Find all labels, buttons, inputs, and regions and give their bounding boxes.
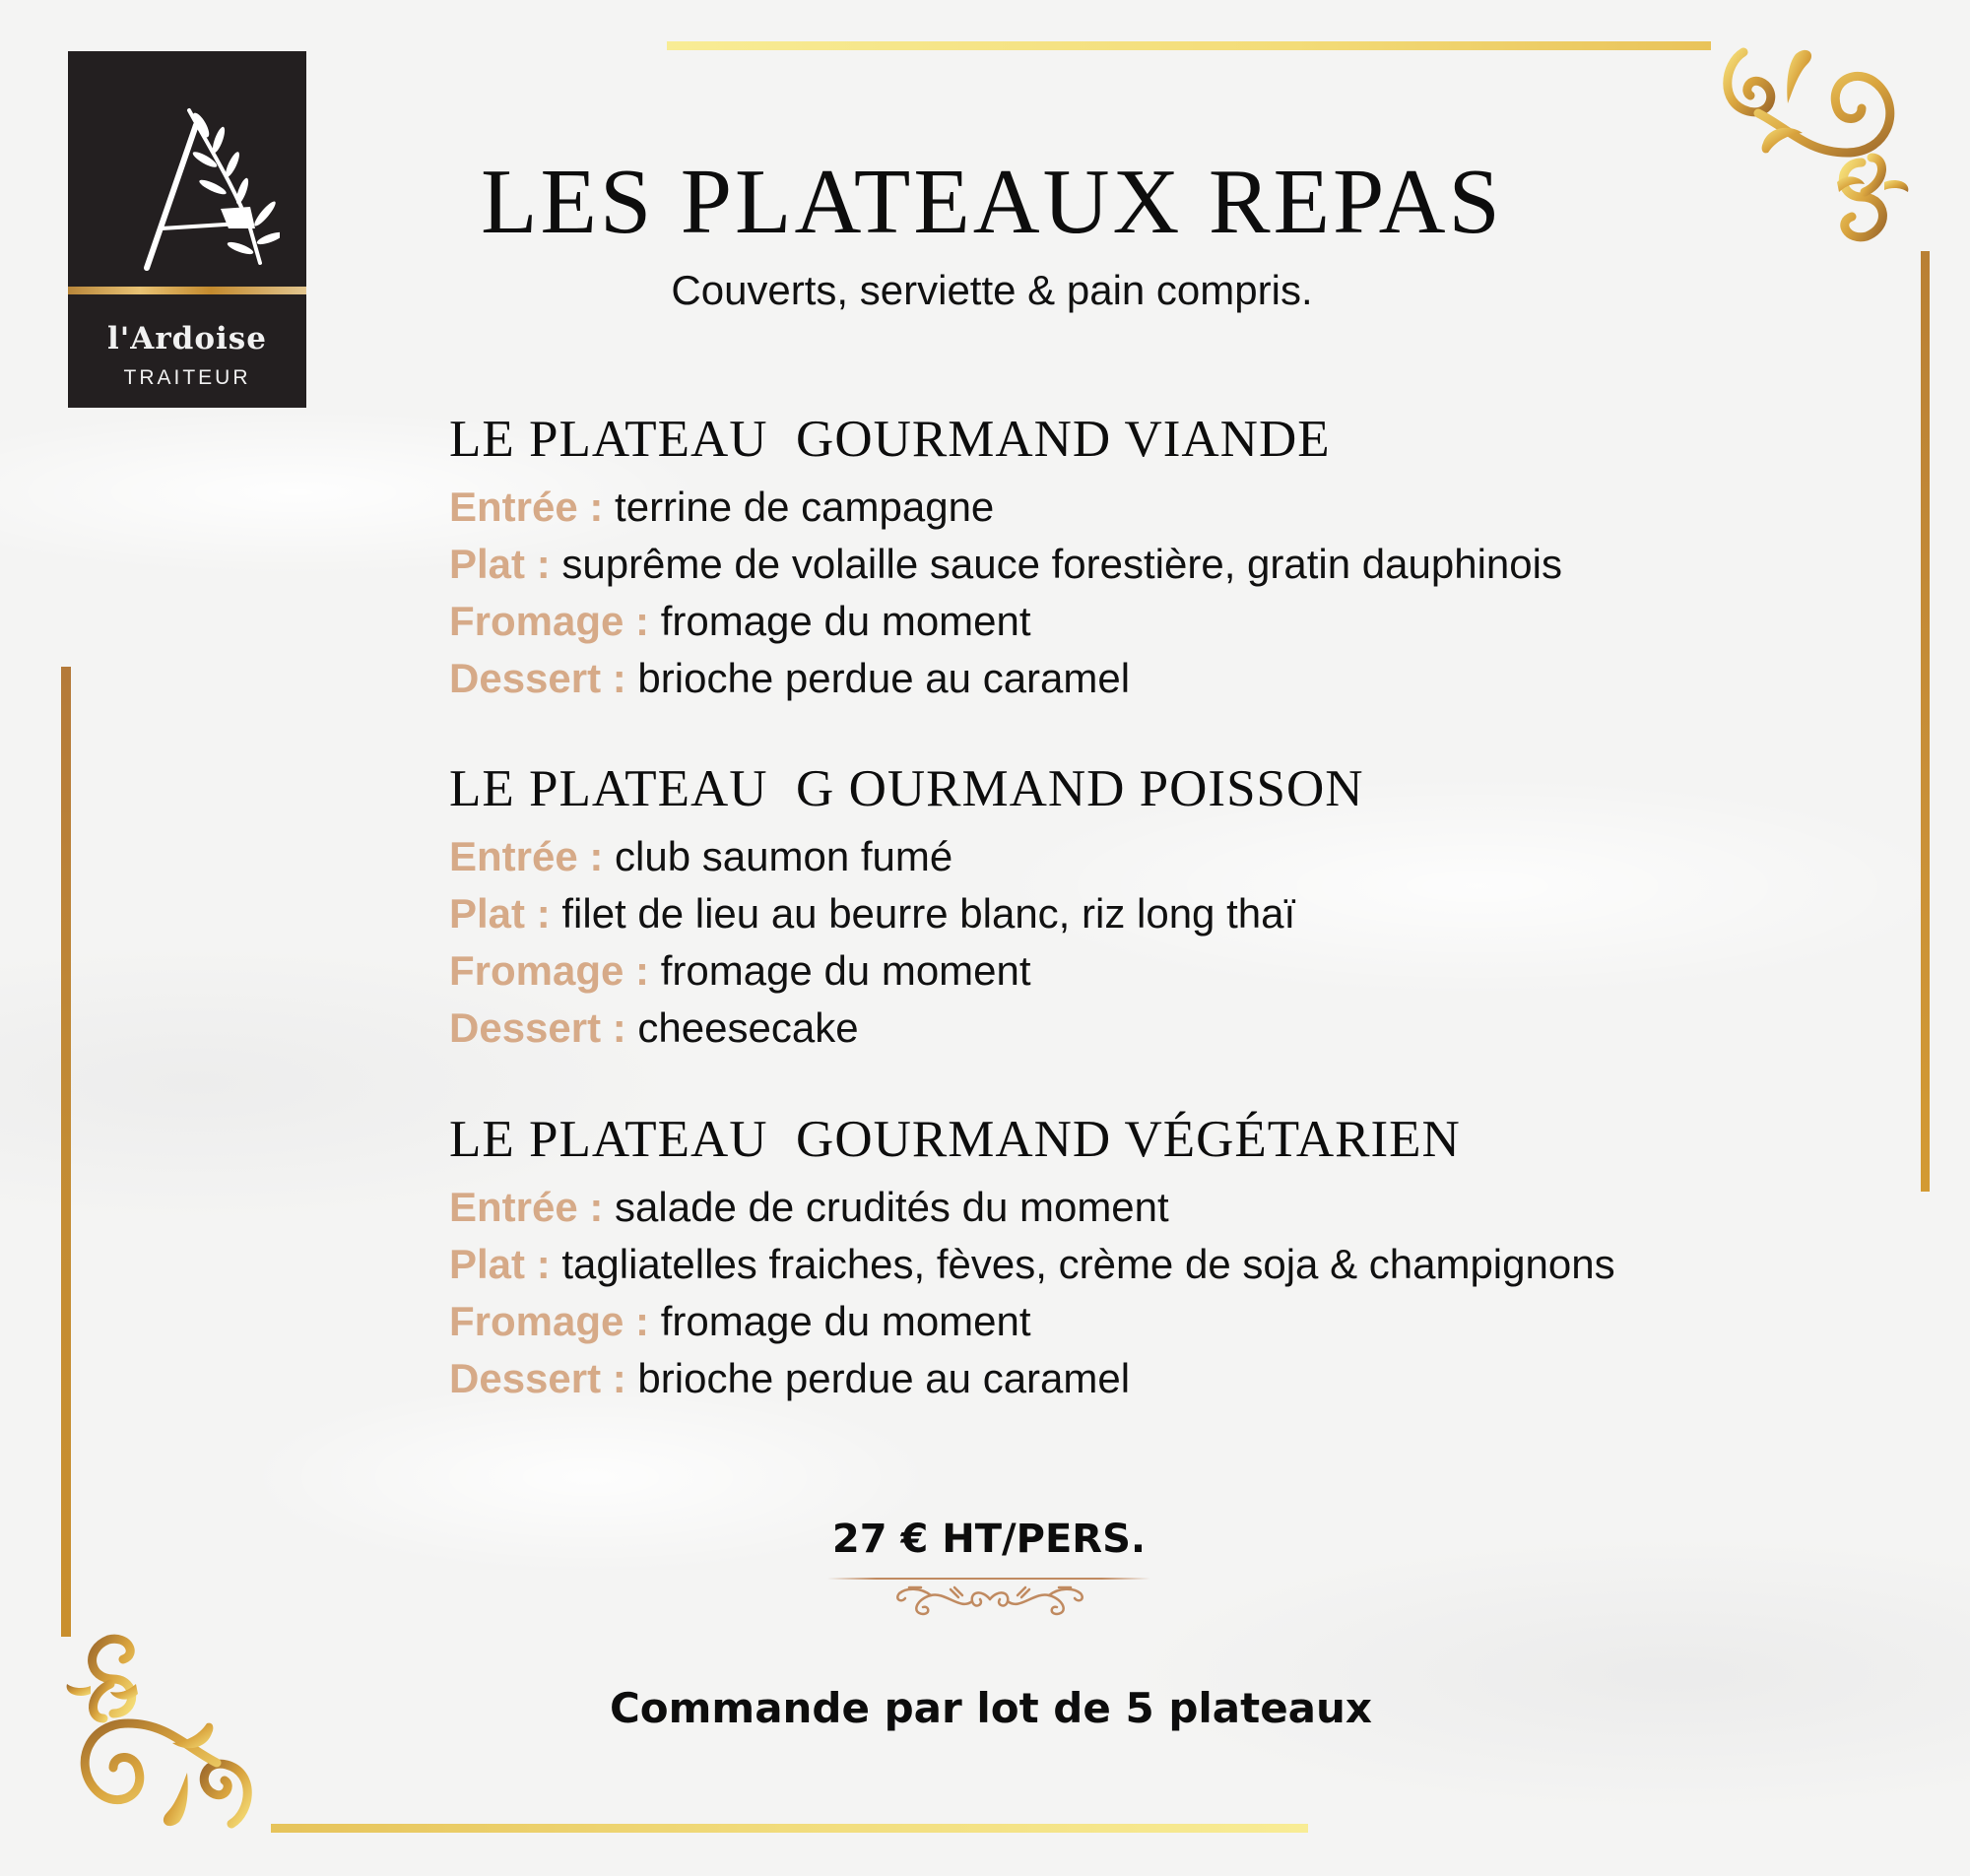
menu-item-dessert (449, 1350, 1877, 1407)
item-label: Entrée : (449, 484, 604, 530)
order-note: Commande par lot de 5 plateaux (609, 1684, 1373, 1732)
menu-item-plat (449, 536, 1877, 593)
menu-section-vegetarien (449, 1110, 1877, 1407)
section-title: LE PLATEAU GOURMAND VÉGÉTARIEN (449, 1111, 1461, 1168)
item-label: Dessert : (449, 655, 626, 701)
item-value: filet de lieu au beurre blanc, riz long thaï (550, 890, 1296, 937)
flourish-divider-icon (891, 1582, 1088, 1619)
menu-item-plat (449, 885, 1877, 942)
item-label: Fromage : (449, 1298, 650, 1344)
menu-item-fromage (449, 942, 1877, 1000)
menu-item-fromage (449, 1293, 1877, 1350)
frame-bottom-line (271, 1824, 1308, 1833)
menu-item-entree (449, 828, 1877, 885)
item-value: fromage du moment (649, 947, 1031, 994)
brand-name: l'Ardoise (107, 321, 267, 356)
item-value: fromage du moment (649, 598, 1031, 644)
menu-section-viande (449, 410, 1877, 707)
page-subtitle: Couverts, serviette & pain compris. (671, 267, 1313, 313)
section-title: LE PLATEAU GOURMAND VIANDE (449, 411, 1331, 468)
item-value: terrine de campagne (603, 484, 995, 530)
price-per-person: 27 € HT/PERS. (831, 1517, 1147, 1562)
item-label: Fromage : (449, 947, 650, 994)
menu-item-dessert (449, 650, 1877, 707)
item-value: salade de crudités du moment (603, 1184, 1169, 1230)
item-value: cheesecake (625, 1004, 859, 1051)
item-label: Fromage : (449, 598, 650, 644)
price-divider-line (827, 1578, 1150, 1580)
item-label: Entrée : (449, 1184, 604, 1230)
frame-top-line (667, 41, 1711, 50)
item-label: Plat : (449, 541, 551, 587)
menu-item-entree (449, 479, 1877, 536)
menu-item-plat (449, 1236, 1877, 1293)
section-title: LE PLATEAU G OURMAND POISSON (449, 760, 1364, 817)
item-label: Dessert : (449, 1004, 626, 1051)
item-value: fromage du moment (649, 1298, 1031, 1344)
item-value: suprême de volaille sauce forestière, gratin dauphinois (550, 541, 1562, 587)
item-label: Plat : (449, 1241, 551, 1287)
brand-tagline: TRAITEUR (123, 366, 251, 389)
frame-right-line (1921, 251, 1930, 1192)
item-value: club saumon fumé (603, 833, 953, 879)
item-label: Dessert : (449, 1355, 626, 1401)
menu-item-entree (449, 1179, 1877, 1236)
item-label: Entrée : (449, 833, 604, 879)
item-value: brioche perdue au caramel (625, 655, 1131, 701)
frame-left-line (61, 667, 71, 1637)
menu-item-dessert (449, 1000, 1877, 1057)
item-label: Plat : (449, 890, 551, 937)
item-value: tagliatelles fraiches, fèves, crème de soja & champignons (550, 1241, 1615, 1287)
page-title: LES PLATEAUX REPAS (481, 151, 1503, 253)
menu-section-poisson (449, 759, 1877, 1057)
menu-item-fromage (449, 593, 1877, 650)
item-value: brioche perdue au caramel (625, 1355, 1131, 1401)
